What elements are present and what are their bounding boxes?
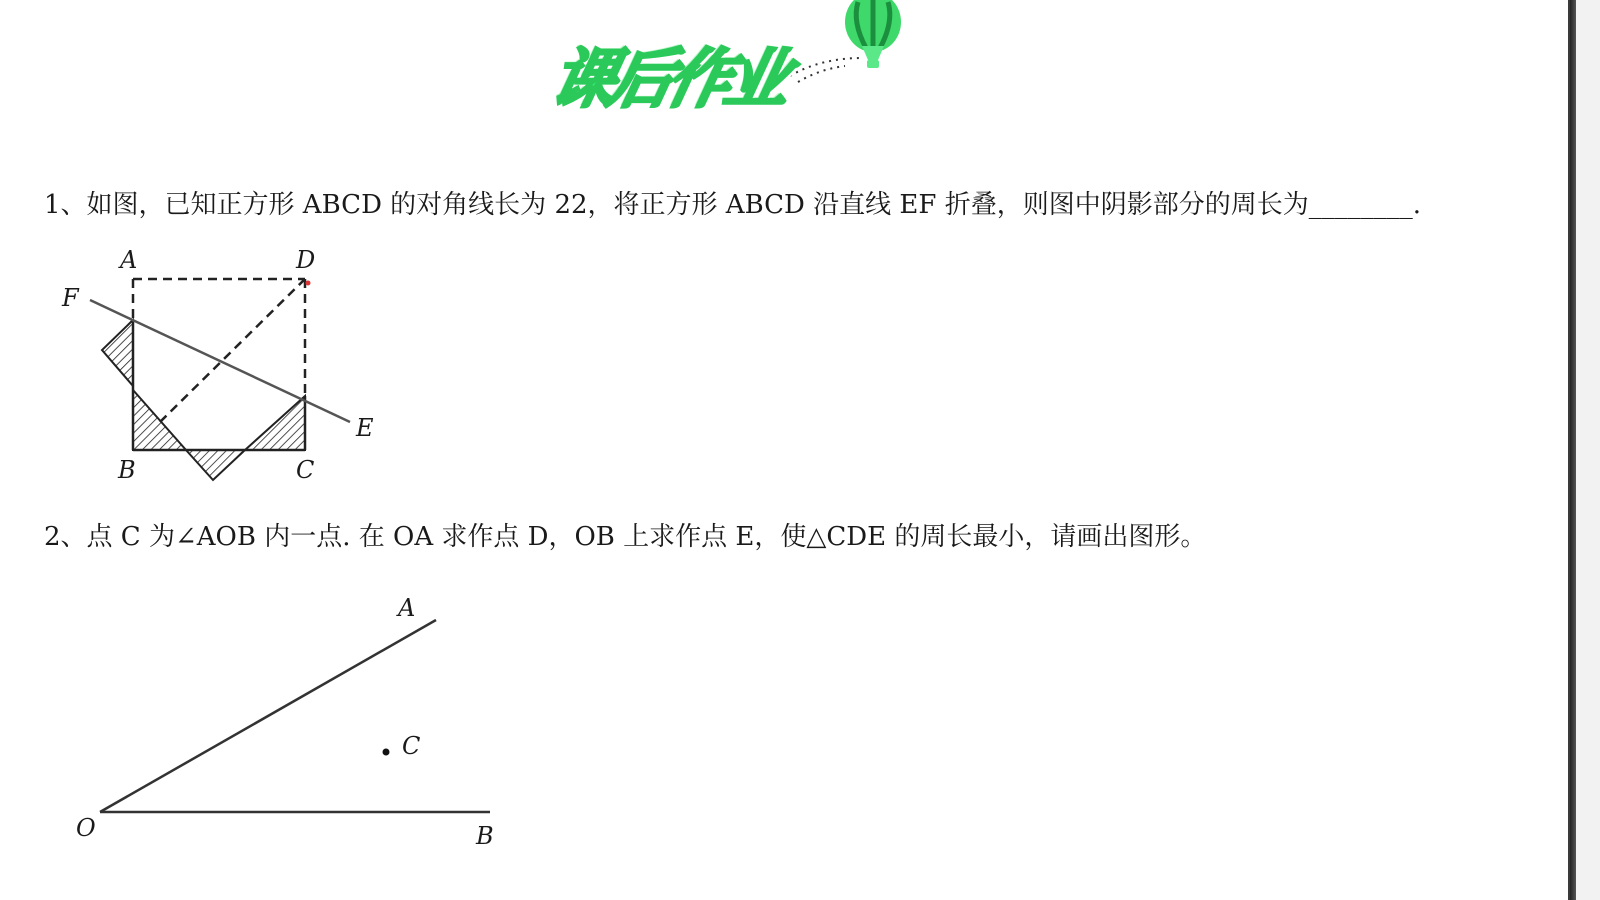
label-b: B [476, 822, 494, 850]
shaded-region-left [102, 320, 133, 386]
shaded-region-bottom-left [133, 390, 186, 450]
label-f: F [62, 284, 79, 312]
label-a: A [398, 594, 416, 622]
label-a: A [120, 246, 138, 274]
shaded-region-bottom [186, 450, 245, 480]
hot-air-balloon-icon [845, 0, 901, 68]
question-1-figure [50, 236, 390, 496]
dashed-diagonal-bd [160, 279, 305, 422]
label-c: C [402, 732, 421, 760]
label-b: B [118, 456, 136, 484]
question-1-text: 1、如图，已知正方形 ABCD 的对角线长为 22，将正方形 ABCD 沿直线 EF 折叠，则图中阴影部分的周长为________. [44, 190, 1421, 220]
scrollbar-thumb[interactable] [1570, 0, 1576, 900]
label-e: E [356, 414, 374, 442]
label-c: C [296, 456, 315, 484]
point-c [383, 749, 390, 756]
scrollbar[interactable] [1568, 0, 1600, 900]
homework-banner-title: 课后作业 [544, 43, 792, 117]
label-o: O [76, 814, 96, 842]
question-2-text: 2、点 C 为∠AOB 内一点. 在 OA 求作点 D，OB 上求作点 E，使△CDE 的周长最小，请画出图形。 [44, 522, 1207, 552]
ray-oa [100, 620, 436, 812]
question-2-figure [60, 586, 520, 866]
label-d: D [296, 246, 316, 274]
shaded-region-right [245, 396, 305, 450]
